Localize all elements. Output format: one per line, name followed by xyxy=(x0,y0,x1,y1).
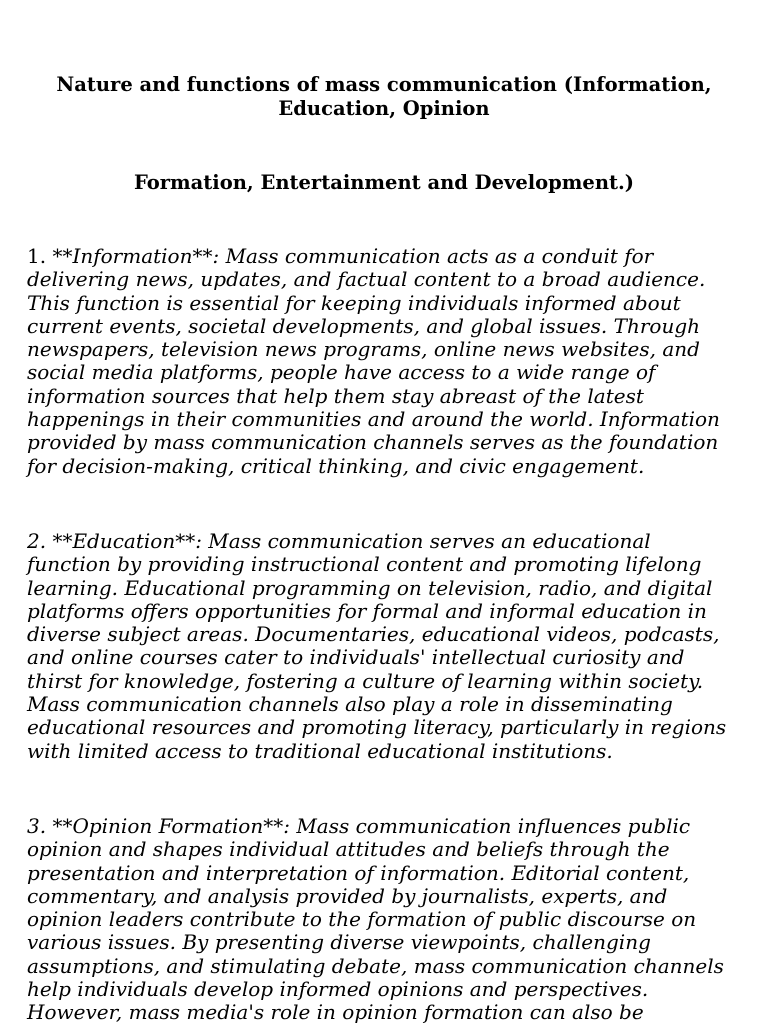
paragraph-opinion-formation xyxy=(27,815,727,1024)
paragraph-text: Information**: Mass communication acts as a conduit for delivering news, updates, and factual content to a broad audience. This function is essential for keeping individuals informed about current events, societal developments, and global issues. Through newspapers, television news programs, online news websites, and social media platforms, people have access to a wide range of information sources that help them stay abreast of the latest happenings in their communities and around the world. Information provided by mass communication channels serves as the foundation for decision-making, critical thinking, and civic engagement. xyxy=(27,244,720,478)
paragraph-information xyxy=(27,245,727,478)
paragraph-text: 3. **Opinion Formation**: Mass communication influences public opinion and shapes individual attitudes and beliefs through the presentation and interpretation of information. Editorial content, commentary, and analysis provided by journalists, experts, and opinion leaders contribute to the formation of public discourse on various issues. By presenting diverse viewpoints, challenging assumptions, and stimulating debate, mass communication channels help individuals develop informed opinions and perspectives. However, mass media's role in opinion formation can also be xyxy=(27,814,724,1024)
paragraph-text: 2. **Education**: Mass communication serves an educational function by providing instructional content and promoting lifelong learning. Educational programming on television, radio, and digital platforms offers opportunities for formal and informal education in diverse subject areas. Documentaries, educational videos, podcasts, and online courses cater to individuals' intellectual curiosity and thirst for knowledge, fostering a culture of learning within society. Mass communication channels also play a role in disseminating educational resources and promoting literacy, particularly in regions with limited access to traditional educational institutions. xyxy=(27,529,727,763)
document-title-continuation: Formation, Entertainment and Development.) xyxy=(133,171,635,194)
paragraph-education xyxy=(27,530,727,763)
paragraph-number: 1. ** xyxy=(27,244,73,268)
document-title: Nature and functions of mass communication (Information, Education, Opinion xyxy=(56,73,712,120)
